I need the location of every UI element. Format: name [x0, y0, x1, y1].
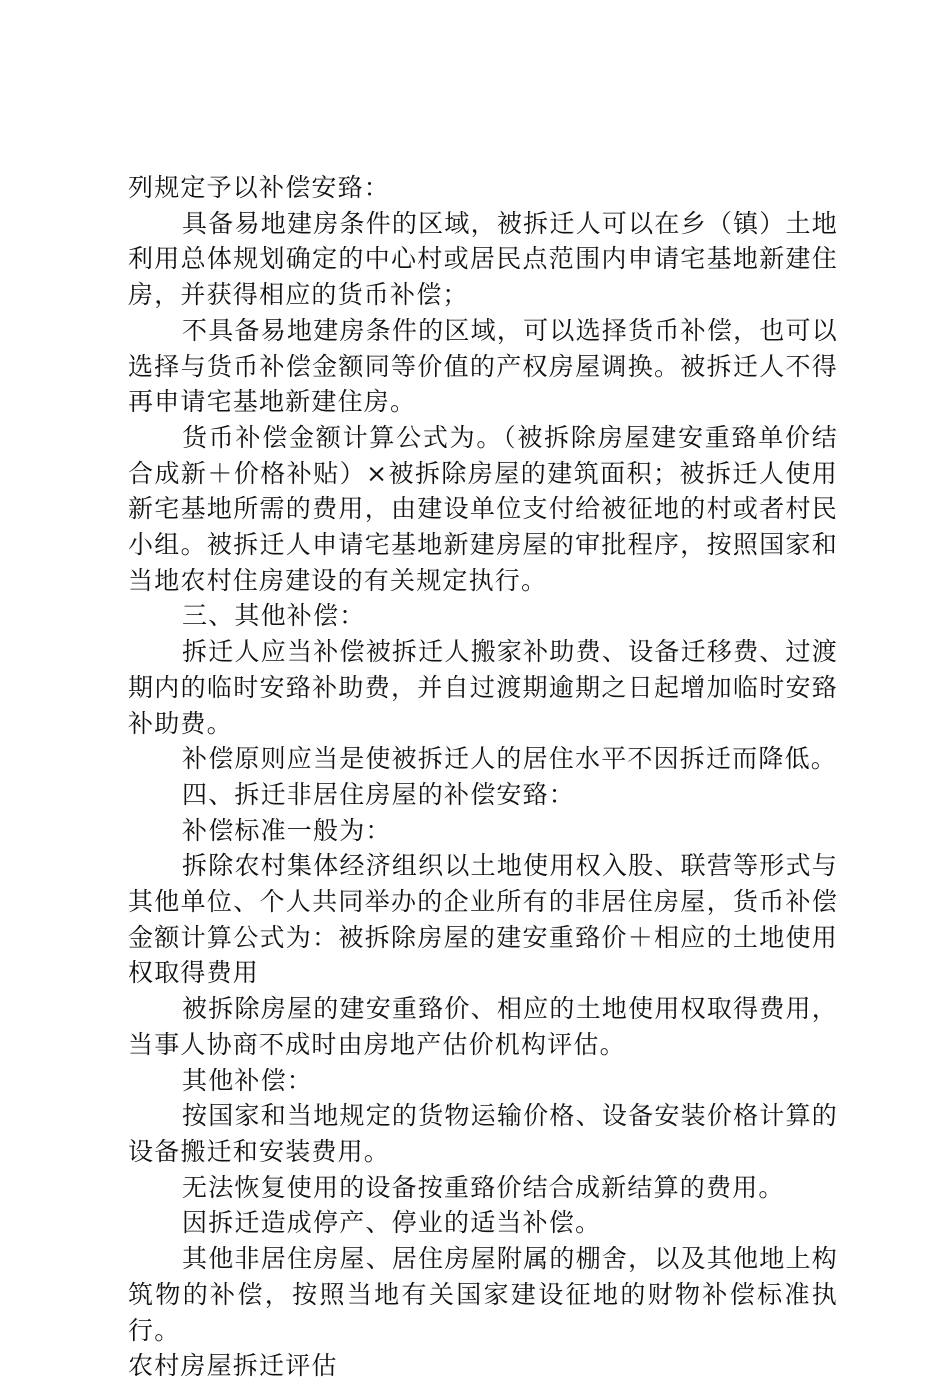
paragraph: 具备易地建房条件的区域，被拆迁人可以在乡（镇）土地利用总体规划确定的中心村或居民点范围内申请宅基地新建住房，并获得相应的货币补偿；: [128, 208, 838, 310]
paragraph: 列规定予以补偿安臵：: [128, 173, 391, 202]
paragraph: 补偿原则应当是使被拆迁人的居住水平不因拆迁而降低。: [182, 744, 838, 774]
paragraph: 其他补偿：: [182, 1065, 314, 1095]
paragraph: 拆迁人应当补偿被拆迁人搬家补助费、设备迁移费、过渡期内的临时安臵补助费，并自过渡期逾期之日起增加临时安臵补助费。: [128, 637, 838, 738]
paragraph: 货币补偿金额计算公式为。（被拆除房屋建安重臵单价结合成新＋价格补贴）×被拆除房屋的建筑面积；被拆迁人使用新宅基地所需的费用，由建设单位支付给被征地的村或者村民小组。被拆迁人申请宅基地新建房屋的审批程序，按照国家和当地农村住房建设的有关规定执行。: [128, 422, 838, 595]
paragraph: 不具备易地建房条件的区域，可以选择货币补偿，也可以选择与货币补偿金额同等价值的产权房屋调换。被拆迁人不得再申请宅基地新建住房。: [128, 315, 838, 417]
paragraph: 无法恢复使用的设备按重臵价结合成新结算的费用。: [182, 1172, 785, 1202]
paragraph: 拆除农村集体经济组织以土地使用权入股、联营等形式与其他单位、个人共同举办的企业所有的非居住房屋，货币补偿金额计算公式为：被拆除房屋的建安重臵价＋相应的土地使用权取得费用: [128, 851, 838, 988]
paragraph: 补偿标准一般为：: [182, 815, 392, 845]
section-heading: 三、其他补偿：: [182, 601, 366, 631]
paragraph: 其他非居住房屋、居住房屋附属的棚舍，以及其他地上构筑物的补偿，按照当地有关国家建设征地的财物补偿标准执行。: [128, 1244, 838, 1345]
paragraph: 按国家和当地规定的货物运输价格、设备安装价格计算的设备搬迁和安装费用。: [128, 1101, 838, 1166]
paragraph: 被拆除房屋的建安重臵价、相应的土地使用权取得费用，当事人协商不成时由房地产估价机构评估。: [128, 994, 838, 1059]
paragraph: 因拆迁造成停产、停业的适当补偿。: [182, 1208, 602, 1238]
document-body: [128, 170, 838, 1384]
section-heading: 四、拆迁非居住房屋的补偿安臵：: [182, 779, 576, 809]
document-title: 农村房屋拆迁评估: [128, 1351, 338, 1381]
